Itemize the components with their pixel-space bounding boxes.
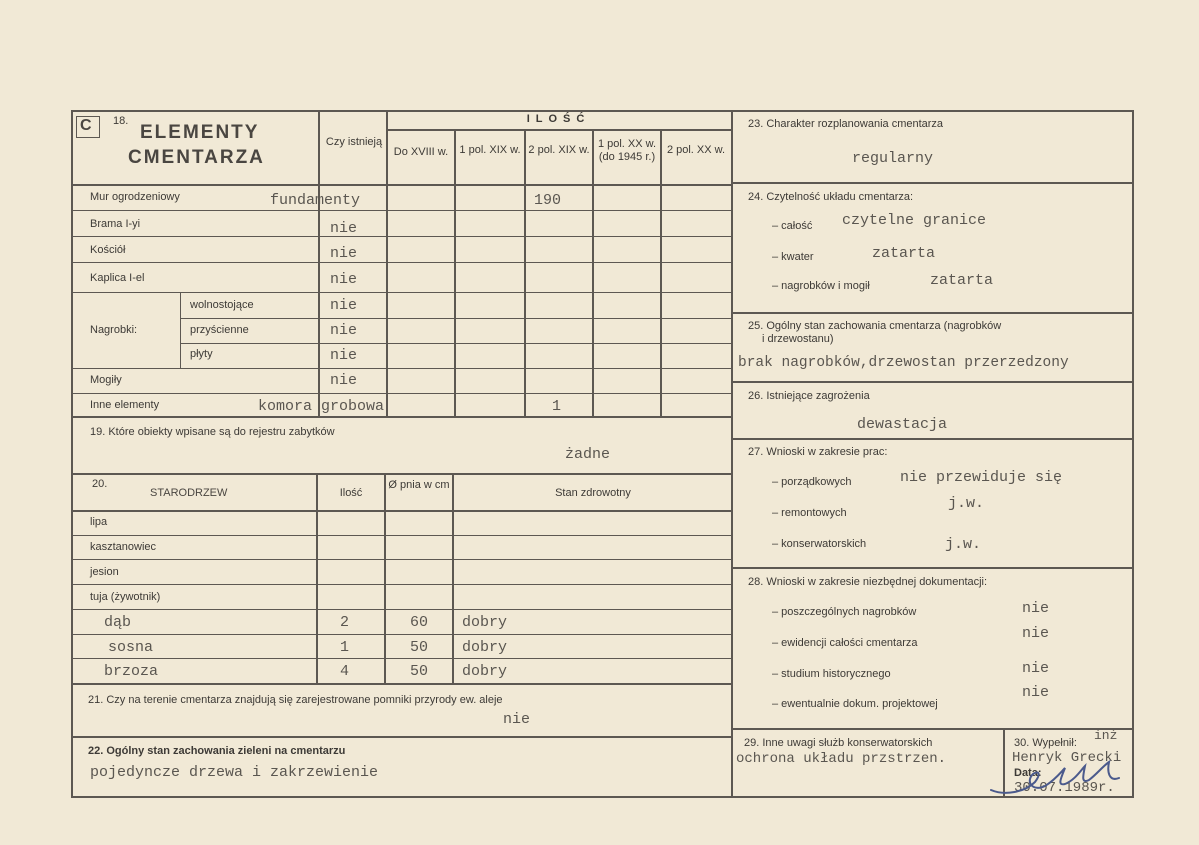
s18-title-line2: CMENTARZA [128,147,265,168]
s28-bottom-line [731,728,1133,730]
s18-vline-6 [660,130,662,416]
s24-item-value-0: czytelne granice [842,212,987,229]
s30-date-label: Data: [1014,767,1042,779]
s24-bottom-line [731,312,1133,314]
s18-vline-1 [318,110,320,416]
row-value-inne: komora grobowa [258,398,385,415]
s18-quantity-underline [386,129,732,131]
s28-item-value-0: nie [1022,600,1050,617]
tree-diameter-sosna: 50 [410,639,429,656]
row-value-wolnostojace: nie [330,297,358,314]
s24-item-label-2: – nagrobków i mogił [772,280,870,292]
s20-col-diameter: Ø pnia w cm [388,479,450,491]
s28-item-value-3: nie [1022,684,1050,701]
s19-value: żadne [565,446,611,463]
frame-left [71,110,73,798]
s20-hline-1 [71,535,732,536]
row-period-inne: 1 [552,398,562,415]
tree-species-dab: dąb [104,614,132,631]
tree-health-dab: dobry [462,614,508,631]
s27-item-value-2: j.w. [945,536,982,553]
tree-count-brzoza: 4 [340,663,350,680]
row-value-mogily: nie [330,372,358,389]
s29-label: 29. Inne uwagi służb konserwatorskich [744,737,933,749]
row-value-plyty: nie [330,347,358,364]
row-label-plyty: płyty [190,348,213,360]
s30-date: 30.07.1989r. [1014,780,1115,796]
s19-bottom-line [71,473,732,475]
s23-label: 23. Charakter rozplanowania cmentarza [748,118,944,130]
s26-value: dewastacja [857,416,948,433]
tree-diameter-dab: 60 [410,614,429,631]
column-divider [731,110,733,798]
s20-number: 20. [92,478,108,490]
row-label-mur: Mur ogrodzeniowy [90,191,180,203]
s21-value: nie [503,711,531,728]
s25-bottom-line [731,381,1133,383]
s18-hline-3 [71,262,732,263]
col-exists-header: Czy istnieją [325,136,383,148]
s18-number: 18. [113,115,129,127]
row-value-kosciol: nie [330,245,358,262]
s24-label: 24. Czytelność układu cmentarza: [748,191,914,203]
row-label-kosciol: Kościół [90,244,126,256]
s24-item-label-1: – kwater [772,251,814,263]
tree-health-brzoza: dobry [462,663,508,680]
row-label-brama: Brama I-yi [90,218,141,230]
s25-label-line1: 25. Ogólny stan zachowania cmentarza (nagrobków [748,320,1002,332]
s21-bottom-line [71,736,732,738]
s22-label: 22. Ogólny stan zachowania zieleni na cmentarzu [88,745,346,757]
s20-hline-7 [71,683,732,685]
tree-health-sosna: dobry [462,639,508,656]
s26-label: 26. Istniejące zagrożenia [748,390,870,402]
s27-bottom-line [731,567,1133,569]
s30-title: inż [1094,728,1118,743]
s20-hline-5 [71,634,732,635]
s20-vline-2 [384,473,386,683]
s27-item-value-1: j.w. [948,495,985,512]
s18-hline-5 [180,318,732,319]
s20-hline-3 [71,584,732,585]
s24-item-value-2: zatarta [930,272,994,289]
s18-hline-9 [71,416,732,418]
s19-label: 19. Które obiekty wpisane są do rejestru zabytków [90,426,335,438]
s20-hline-4 [71,609,732,610]
row-label-wolnostojace: wolnostojące [190,299,254,311]
s27-item-label-1: – remontowych [772,507,847,519]
s18-vline-5 [592,130,594,416]
row-label-inne: Inne elementy [90,399,160,411]
s27-item-label-0: – porządkowych [772,476,852,488]
s23-value: regularny [852,150,934,167]
s28-item-label-2: – studium historycznego [772,668,891,680]
s18-hline-7 [71,368,732,369]
tree-species-jesion: jesion [90,566,119,578]
row-value-kaplica: nie [330,271,358,288]
row-label-mogily: Mogiły [90,374,122,386]
frame-right [1132,110,1134,798]
frame-top [71,110,1134,112]
s18-hline-1 [71,210,732,211]
s28-item-value-2: nie [1022,660,1050,677]
tree-species-tuja: tuja (żywotnik) [90,591,161,603]
tree-diameter-brzoza: 50 [410,663,429,680]
s24-item-label-0: – całość [772,220,813,232]
s18-hline-header [71,184,732,186]
signature-icon [985,752,1133,798]
s30-name: Henryk Grecki [1012,750,1122,766]
s20-vline-1 [316,473,318,683]
tree-count-sosna: 1 [340,639,350,656]
period-header-3: 1 pol. XX w. (do 1945 r.) [597,138,657,163]
s18-hline-8 [71,393,732,394]
s25-value: brak nagrobków,drzewostan przerzedzony [738,355,1069,371]
s20-hline-0 [71,510,732,512]
row-label-kaplica: Kaplica I-el [90,272,145,284]
s20-col-count: Ilość [339,487,363,499]
section-letter: C [80,117,92,134]
s18-hline-6 [180,343,732,344]
s18-vline-4 [524,130,526,416]
period-header-2: 2 pol. XIX w. [528,144,590,156]
row-period-mur: 190 [534,192,562,209]
s28-item-label-3: – ewentualnie dokum. projektowej [772,698,938,710]
s23-bottom-line [731,182,1133,184]
s18-vline-2 [386,110,388,416]
s22-value: pojedyncze drzewa i zakrzewienie [90,764,379,781]
row-value-przyscienne: nie [330,322,358,339]
row-value-brama: nie [330,220,358,237]
row-value-mur: fundamenty [270,192,361,209]
s20-vline-3 [452,473,454,683]
s28-label: 28. Wnioski w zakresie niezbędnej dokumentacji: [748,576,988,588]
tree-species-sosna: sosna [108,639,154,656]
s18-hline-2 [71,236,732,237]
period-header-1: 1 pol. XIX w. [459,144,521,156]
tree-species-kasztanowiec: kasztanowiec [90,541,157,553]
s28-item-label-0: – poszczególnych nagrobków [772,606,917,618]
s24-item-value-1: zatarta [872,245,936,262]
period-header-0: Do XVIII w. [393,146,449,158]
s27-label: 27. Wnioski w zakresie prac: [748,446,888,458]
s26-bottom-line [731,438,1133,440]
s21-label: 21. Czy na terenie cmentarza znajdują się zarejestrowane pomniki przyrody ew. aleje [88,694,503,706]
period-header-4: 2 pol. XX w. [666,144,726,156]
s18-title-line1: ELEMENTY [140,122,260,143]
tree-count-dab: 2 [340,614,350,631]
col-quantity-header: ILOŚĆ [526,113,591,125]
row-label-przyscienne: przyścienne [190,324,249,336]
s28-item-value-1: nie [1022,625,1050,642]
s29-value: ochrona układu przstrzen. [736,751,947,767]
s28-item-label-1: – ewidencji całości cmentarza [772,637,918,649]
s20-title: STARODRZEW [150,487,228,499]
s18-vline-3 [454,130,456,416]
s20-col-health: Stan zdrowotny [555,487,631,499]
s27-item-label-2: – konserwatorskich [772,538,867,550]
tree-species-lipa: lipa [90,516,108,528]
s30-label: 30. Wypełnił: [1014,737,1077,749]
frame-bottom [71,796,1134,798]
nagrobki-label: Nagrobki: [90,324,138,336]
nagrobki-vline [180,292,181,368]
s25-label-line2: i drzewostanu) [762,333,834,345]
s18-hline-4 [71,292,732,293]
s27-item-value-0: nie przewiduje się [900,469,1063,486]
tree-species-brzoza: brzoza [104,663,159,680]
s20-hline-6 [71,658,732,659]
s20-hline-2 [71,559,732,560]
